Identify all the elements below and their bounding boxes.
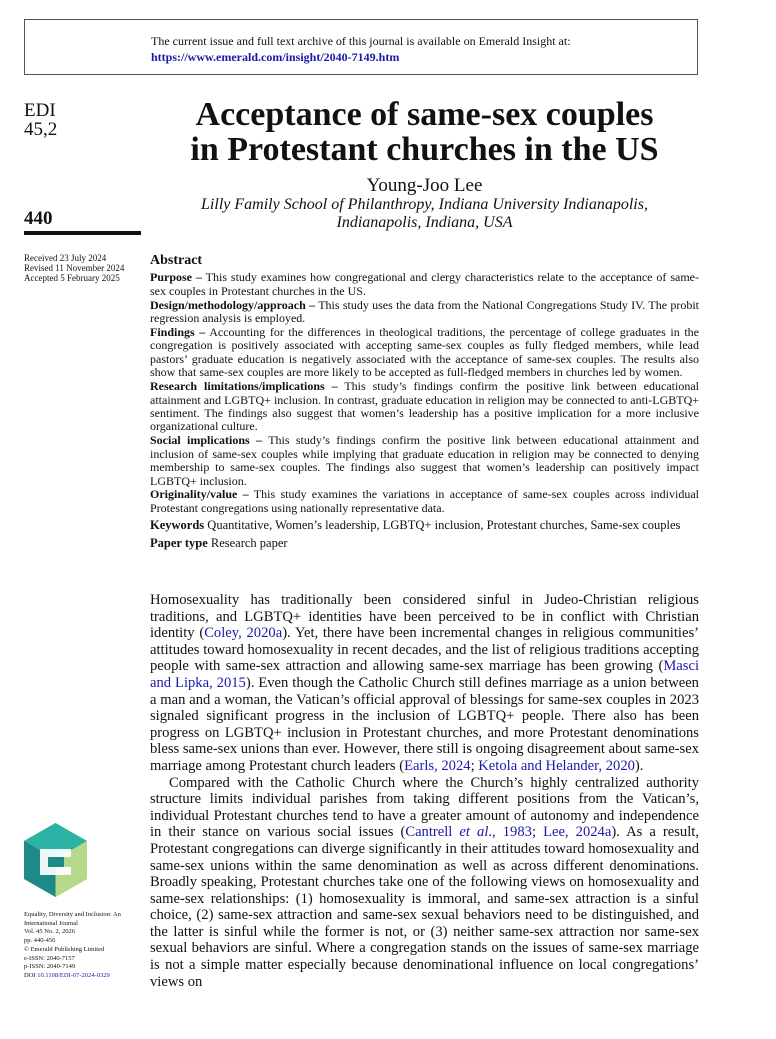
citation-year: ., 1983 xyxy=(488,824,532,841)
doi-line xyxy=(24,972,139,981)
accepted-date: Accepted 5 February 2025 xyxy=(24,273,120,283)
keywords-text: Quantitative, Women’s leadership, LGBTQ+ inclusion, Protestant churches, Same-sex couples xyxy=(204,518,681,533)
keywords-label: Keywords xyxy=(150,518,205,533)
body-text-span: ; xyxy=(470,757,479,774)
research-label: Research limitations/implications – xyxy=(150,379,338,394)
abstract-heading: Abstract xyxy=(150,253,203,268)
emerald-logo-graphic xyxy=(24,823,87,898)
author-affiliation xyxy=(150,196,699,232)
paper-type-label: Paper type xyxy=(150,535,208,550)
body-paragraph-2 xyxy=(150,775,699,991)
citation-link[interactable]: Coley, 2020a xyxy=(204,625,283,642)
revised-date: Revised 11 November 2024 xyxy=(24,263,125,273)
volume-info: Vol. 45 No. 2, 2026 xyxy=(24,928,75,936)
paper-type xyxy=(150,537,699,550)
body-text-span: ; xyxy=(531,824,544,841)
keywords xyxy=(150,519,699,532)
body-text-span: Compared with the Catholic Church where the Church’s highly centralized authority structure limits individual parishes from taking different positions from the Vatican’s, individual Protestant churches tend to have a greater amount of autonomy and independence in their stance on various social issues ( xyxy=(150,774,699,841)
design-text: This study uses the data from the National Congregations Study IV. The probit regression analysis is employed. xyxy=(150,297,699,326)
citation-link[interactable]: Lee, 2024a xyxy=(543,824,612,841)
eissn: e-ISSN: 2040-7157 xyxy=(24,954,75,962)
banner-text: The current issue and full text archive of this journal is available on Emerald Insight at: xyxy=(151,34,571,48)
pissn: p-ISSN: 2040-7149 xyxy=(24,963,76,971)
originality-label: Originality/value – xyxy=(150,487,249,502)
affiliation-line-2: Indianapolis, Indiana, USA xyxy=(336,214,513,231)
purpose-text: This study examines how congregational and clergy characteristics relate to the acceptance of same-sex couples in Protestant churches in the US. xyxy=(150,270,700,298)
abstract-findings xyxy=(150,326,699,380)
research-text: This study’s findings confirm the positive link between educational attainment and LGBTQ+ inclusion. In contrast, graduate education in religion may be connected to anti-LGBTQ+ sentiment. The findings also suggest that women’s leadership has a positive implication for a more inclusive organizational culture. xyxy=(150,379,699,434)
publication-info xyxy=(24,911,139,981)
abstract-research-limitations xyxy=(150,380,699,434)
page-number-rule xyxy=(24,231,141,235)
journal-url-link[interactable]: https://www.emerald.com/insight/2040-7149.htm xyxy=(151,50,400,64)
doi-label: DOI xyxy=(24,971,38,979)
body-text-span: ). Yet, there have been incremental changes in religious communities’ attitudes toward homosexuality in recent decades, and the list of religious traditions accepting people with same-sex attraction and allowing same-sex marriage has been growing ( xyxy=(150,625,699,675)
paper-type-text: Research paper xyxy=(207,535,288,550)
social-label: Social implications – xyxy=(150,433,263,448)
abstract-design xyxy=(150,299,699,326)
title-line-1: Acceptance of same-sex couples xyxy=(195,96,654,133)
emerald-logo-icon xyxy=(24,823,87,898)
abstract-originality xyxy=(150,488,699,515)
article-body xyxy=(150,592,699,990)
findings-text: Accounting for the differences in theological traditions, the percentage of college graduates in the congregation is positively associated with accepting same-sex couples as fully fledged members, while lead pastors’ graduate education is negatively associated with the acceptance of same-sex couples. The results also show that same-sex couples are more likely to be accepted as full-fledged members in churches led by women. xyxy=(150,325,699,380)
purpose-label: Purpose – xyxy=(150,270,202,285)
citation-link[interactable]: Earls, 2024 xyxy=(404,757,471,774)
body-text-span: ). xyxy=(634,757,644,774)
received-date: Received 23 July 2024 xyxy=(24,253,107,263)
doi-link[interactable]: 10.1108/EDI-07-2024-0329 xyxy=(37,971,110,979)
page-range: pp. 440-456 xyxy=(24,937,56,945)
citation-author: Cantrell xyxy=(405,824,460,841)
author-name: Young-Joo Lee xyxy=(366,175,483,196)
copyright: © Emerald Publishing Limited xyxy=(24,945,105,953)
article-title xyxy=(150,97,699,167)
body-text-span: Homosexuality has traditionally been considered sinful in Judeo-Christian religious traditions, and LGBTQ+ identities have been perceived to be in conflict with Christian identity ( xyxy=(150,592,699,642)
citation-link[interactable]: Ketola and Helander, 2020 xyxy=(478,757,635,774)
body-text-span: ). Even though the Catholic Church still defines marriage as a union between a man and a woman, the Vatican’s official approval of blessings for same-sex couples in 2023 signaled significant progress in the inclusion of LGBTQ+ people. There also has been progress on LGBTQ+ inclusion in Protestant churches, and more Protestant denominations bless same-sex unions than ever. However, there still is ongoing disagreement about same-sex marriage among Protestant church leaders ( xyxy=(150,674,699,774)
abstract-social-implications xyxy=(150,434,699,488)
citation-et-al: et al xyxy=(459,824,489,841)
article-dates xyxy=(24,253,124,283)
journal-volume-label xyxy=(24,101,57,139)
journal-availability-banner xyxy=(24,19,698,75)
journal-abbreviation: EDI xyxy=(24,100,56,121)
citation-link[interactable]: Masci and Lipka, 2015 xyxy=(150,658,699,691)
abstract-section xyxy=(150,254,699,551)
originality-text: This study examines the variations in acceptance of same-sex couples across individual Protestant congregations using nationally representative data. xyxy=(150,487,699,515)
social-text: This study’s findings confirm the positive link between educational attainment and inclusion of same-sex couples while implying that graduate education in religion may be connected to denying membership to same-sex couples. The findings also suggest that women’s leadership can positively impact LGBTQ+ inclusion. xyxy=(150,433,700,488)
design-label: Design/methodology/approach – xyxy=(150,297,316,312)
abstract-purpose xyxy=(150,271,699,298)
affiliation-line-1: Lilly Family School of Philanthropy, Indiana University Indianapolis, xyxy=(201,196,648,213)
body-paragraph-1 xyxy=(150,592,699,775)
findings-label: Findings – xyxy=(150,325,206,340)
journal-name: Equality, Diversity and Inclusion: An International Journal xyxy=(24,911,121,927)
body-text-span: ). As a result, Protestant congregations can diverge significantly in their attitudes toward homosexuality and same-sex unions within the same denomination as well as across different denominations. Broadly speaking, Protestant churches take one of the following views on homosexuality and same-sex relationships: (1) homosexuality is immoral, and same-sex attraction is a sinful choice, (2) same-sex attraction and same-sex sexual behaviors need to be distinguished, and the latter is sinful while the former is not, or (3) neither same-sex attraction nor same-sex sexual behaviors are sinful. Where a congregation stands on the issues of same-sex marriage is not a simple matter especially because denominational influence on local congregations’ views on xyxy=(150,824,699,990)
citation-link[interactable] xyxy=(405,824,532,840)
title-line-2: in Protestant churches in the US xyxy=(190,131,659,168)
volume-issue: 45,2 xyxy=(24,119,58,140)
page-number: 440 xyxy=(24,208,53,229)
